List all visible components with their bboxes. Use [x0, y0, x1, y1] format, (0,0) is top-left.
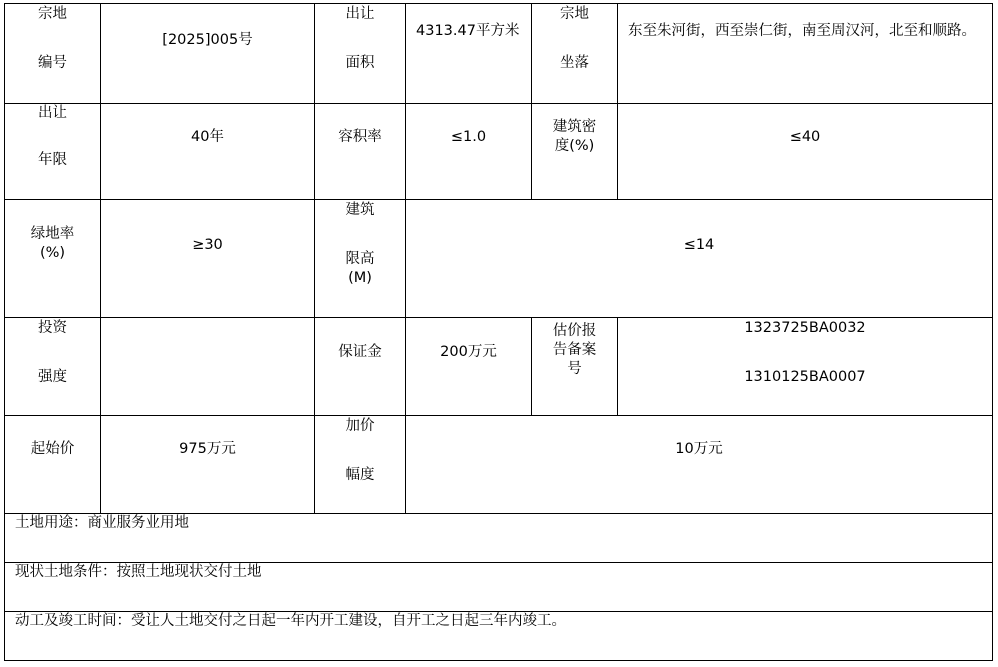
- grid-line: [4, 199, 993, 200]
- grid-line: [4, 103, 993, 104]
- start-price-label: 起始价: [30, 441, 75, 457]
- green-value: ≥30: [192, 237, 223, 253]
- increment-value: 10万元: [675, 441, 723, 457]
- appraisal-value: 1323725BA0032 1310125BA0007: [744, 320, 866, 385]
- density-value: ≤40: [789, 129, 821, 145]
- land-condition-note: 现状土地条件：按照土地现状交付土地: [15, 564, 262, 580]
- parcel-no-label: 宗地 编号: [38, 6, 67, 71]
- land-use-note: 土地用途：商业服务业用地: [15, 515, 189, 531]
- grid-line: [4, 3, 993, 4]
- appraisal-label: 估价报 告备案 号: [552, 323, 597, 377]
- term-label: 出让 年限: [38, 105, 67, 168]
- far-label: 容积率: [338, 129, 382, 145]
- construction-timeline-note: 动工及竣工时间：受让人土地交付之日起一年内开工建设，自开工之日起三年内竣工。: [15, 613, 566, 629]
- height-value: ≤14: [683, 237, 715, 253]
- parcel-no-value: [2025]005号: [162, 32, 253, 48]
- invest-label: 投资 强度: [38, 320, 67, 385]
- density-label: 建筑密 度(%): [552, 119, 597, 154]
- grid-line: [405, 3, 406, 514]
- far-value: ≤1.0: [450, 129, 487, 145]
- grid-line: [617, 3, 618, 200]
- increment-label: 加价 幅度: [345, 418, 375, 483]
- height-label: 建筑 限高 (M): [345, 202, 375, 286]
- start-price-value: 975万元: [179, 441, 236, 457]
- grid-line: [100, 3, 101, 514]
- term-value: 40年: [191, 129, 224, 145]
- grid-line: [4, 415, 993, 416]
- location-label: 宗地 坐落: [560, 6, 589, 71]
- area-label: 出让 面积: [345, 6, 375, 71]
- grid-line: [992, 3, 993, 661]
- grid-line: [4, 660, 993, 661]
- deposit-value: 200万元: [440, 344, 497, 360]
- area-value: 4313.47平方米: [416, 23, 520, 39]
- green-label: 绿地率 (%): [30, 226, 75, 261]
- location-value: 东至朱河街，西至崇仁街，南至周汉河，北至和顺路。: [628, 23, 976, 39]
- deposit-label: 保证金: [338, 344, 382, 360]
- grid-line: [4, 317, 993, 318]
